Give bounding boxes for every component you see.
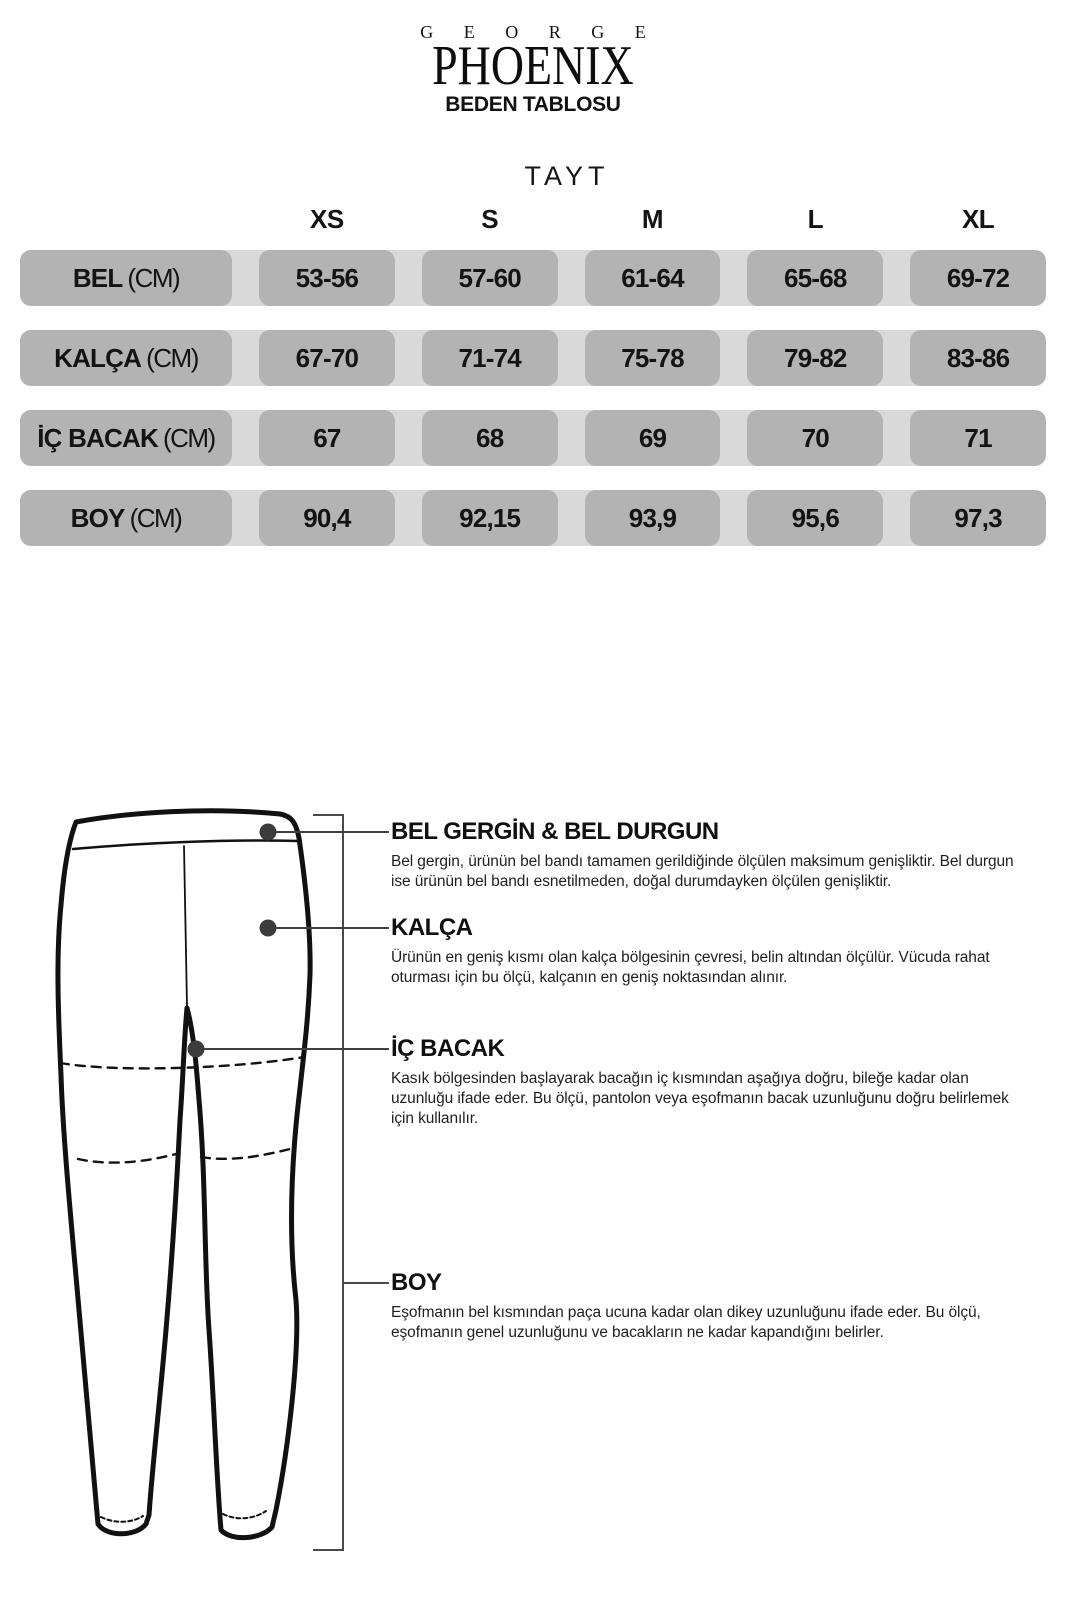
annotation-heading: KALÇA [391,914,473,941]
product-title: TAYT [524,161,610,191]
brand-name-wordmark: PHOENIX [432,35,634,97]
measure-point-kalca [260,920,277,937]
value-cell: 53-56 [259,250,395,306]
annotation-bel-gergin [391,819,1031,892]
value-cell: 65-68 [747,250,883,306]
annotation-ic-bacak [391,1036,1031,1129]
value-cell: 67 [259,410,395,466]
measure-point-ic-bacak [188,1041,205,1058]
annotation-kalca [391,915,1031,988]
value-cell: 79-82 [747,330,883,386]
value-cell: 67-70 [259,330,395,386]
annotation-heading: BEL GERGİN & BEL DURGUN [391,818,719,845]
value-cell: 71 [910,410,1046,466]
value-cell: 69 [585,410,721,466]
annotation-body: Eşofmanın bel kısmından paça ucuna kadar olan dikey uzunluğunu ifade eder. Bu ölçü, eşofmanın genel uzunluğunu ve bacakların ne kadar kapandığını belirler. [391,1304,981,1341]
size-header-s: S [481,203,499,234]
value-cell: 92,15 [422,490,558,546]
value-cell: 61-64 [585,250,721,306]
leader-lines [196,832,389,1049]
value-cell: 68 [422,410,558,466]
annotation-body: Kasık bölgesinden başlayarak bacağın iç kısmından aşağıya doğru, bileğe kadar olan uzunluğu ifade eder. Bu ölçü, pantolon veya eşofmanın bacak uzunluğunu doğru belirlemek için kullanılır. [391,1070,1009,1127]
size-header-m: M [641,203,664,234]
brand-top-wordmark: G E O R G E [420,22,659,42]
annotation-heading: İÇ BACAK [391,1035,505,1062]
value-cell: 83-86 [910,330,1046,386]
measure-point-bel [260,824,277,841]
leggings-outline [58,811,310,1538]
value-cell: 75-78 [585,330,721,386]
annotation-heading: BOY [391,1269,442,1296]
annotation-body: Ürünün en geniş kısmı olan kalça bölgesinin çevresi, belin altından ölçülür. Vücuda rahat oturması için bu ölçü, kalçanın en geniş noktasından alınır. [391,949,990,986]
value-cell: 93,9 [585,490,721,546]
value-cell: 71-74 [422,330,558,386]
value-cell: 57-60 [422,250,558,306]
annotation-body: Bel gergin, ürünün bel bandı tamamen gerildiğinde ölçülen maksimum genişliktir. Bel durgun ise ürünün bel bandı esnetilmeden, doğal durumdayken ölçülen genişliktir. [391,853,1014,890]
annotation-boy [391,1270,1031,1343]
row-label-bel: BEL (CM) [20,250,232,306]
size-header-xl: XL [961,203,995,234]
value-cell: 90,4 [259,490,395,546]
value-cell: 95,6 [747,490,883,546]
brand-subtitle: BEDEN TABLOSU [445,93,621,116]
row-label-kalca: KALÇA (CM) [20,330,232,386]
size-header-xs: XS [310,203,344,234]
row-label-boy: BOY (CM) [20,490,232,546]
row-label-ic-bacak: İÇ BACAK (CM) [20,410,232,466]
value-cell: 97,3 [910,490,1046,546]
value-cell: 70 [747,410,883,466]
value-cell: 69-72 [910,250,1046,306]
size-header-l: L [807,203,823,234]
boy-measure-bracket [313,815,389,1550]
